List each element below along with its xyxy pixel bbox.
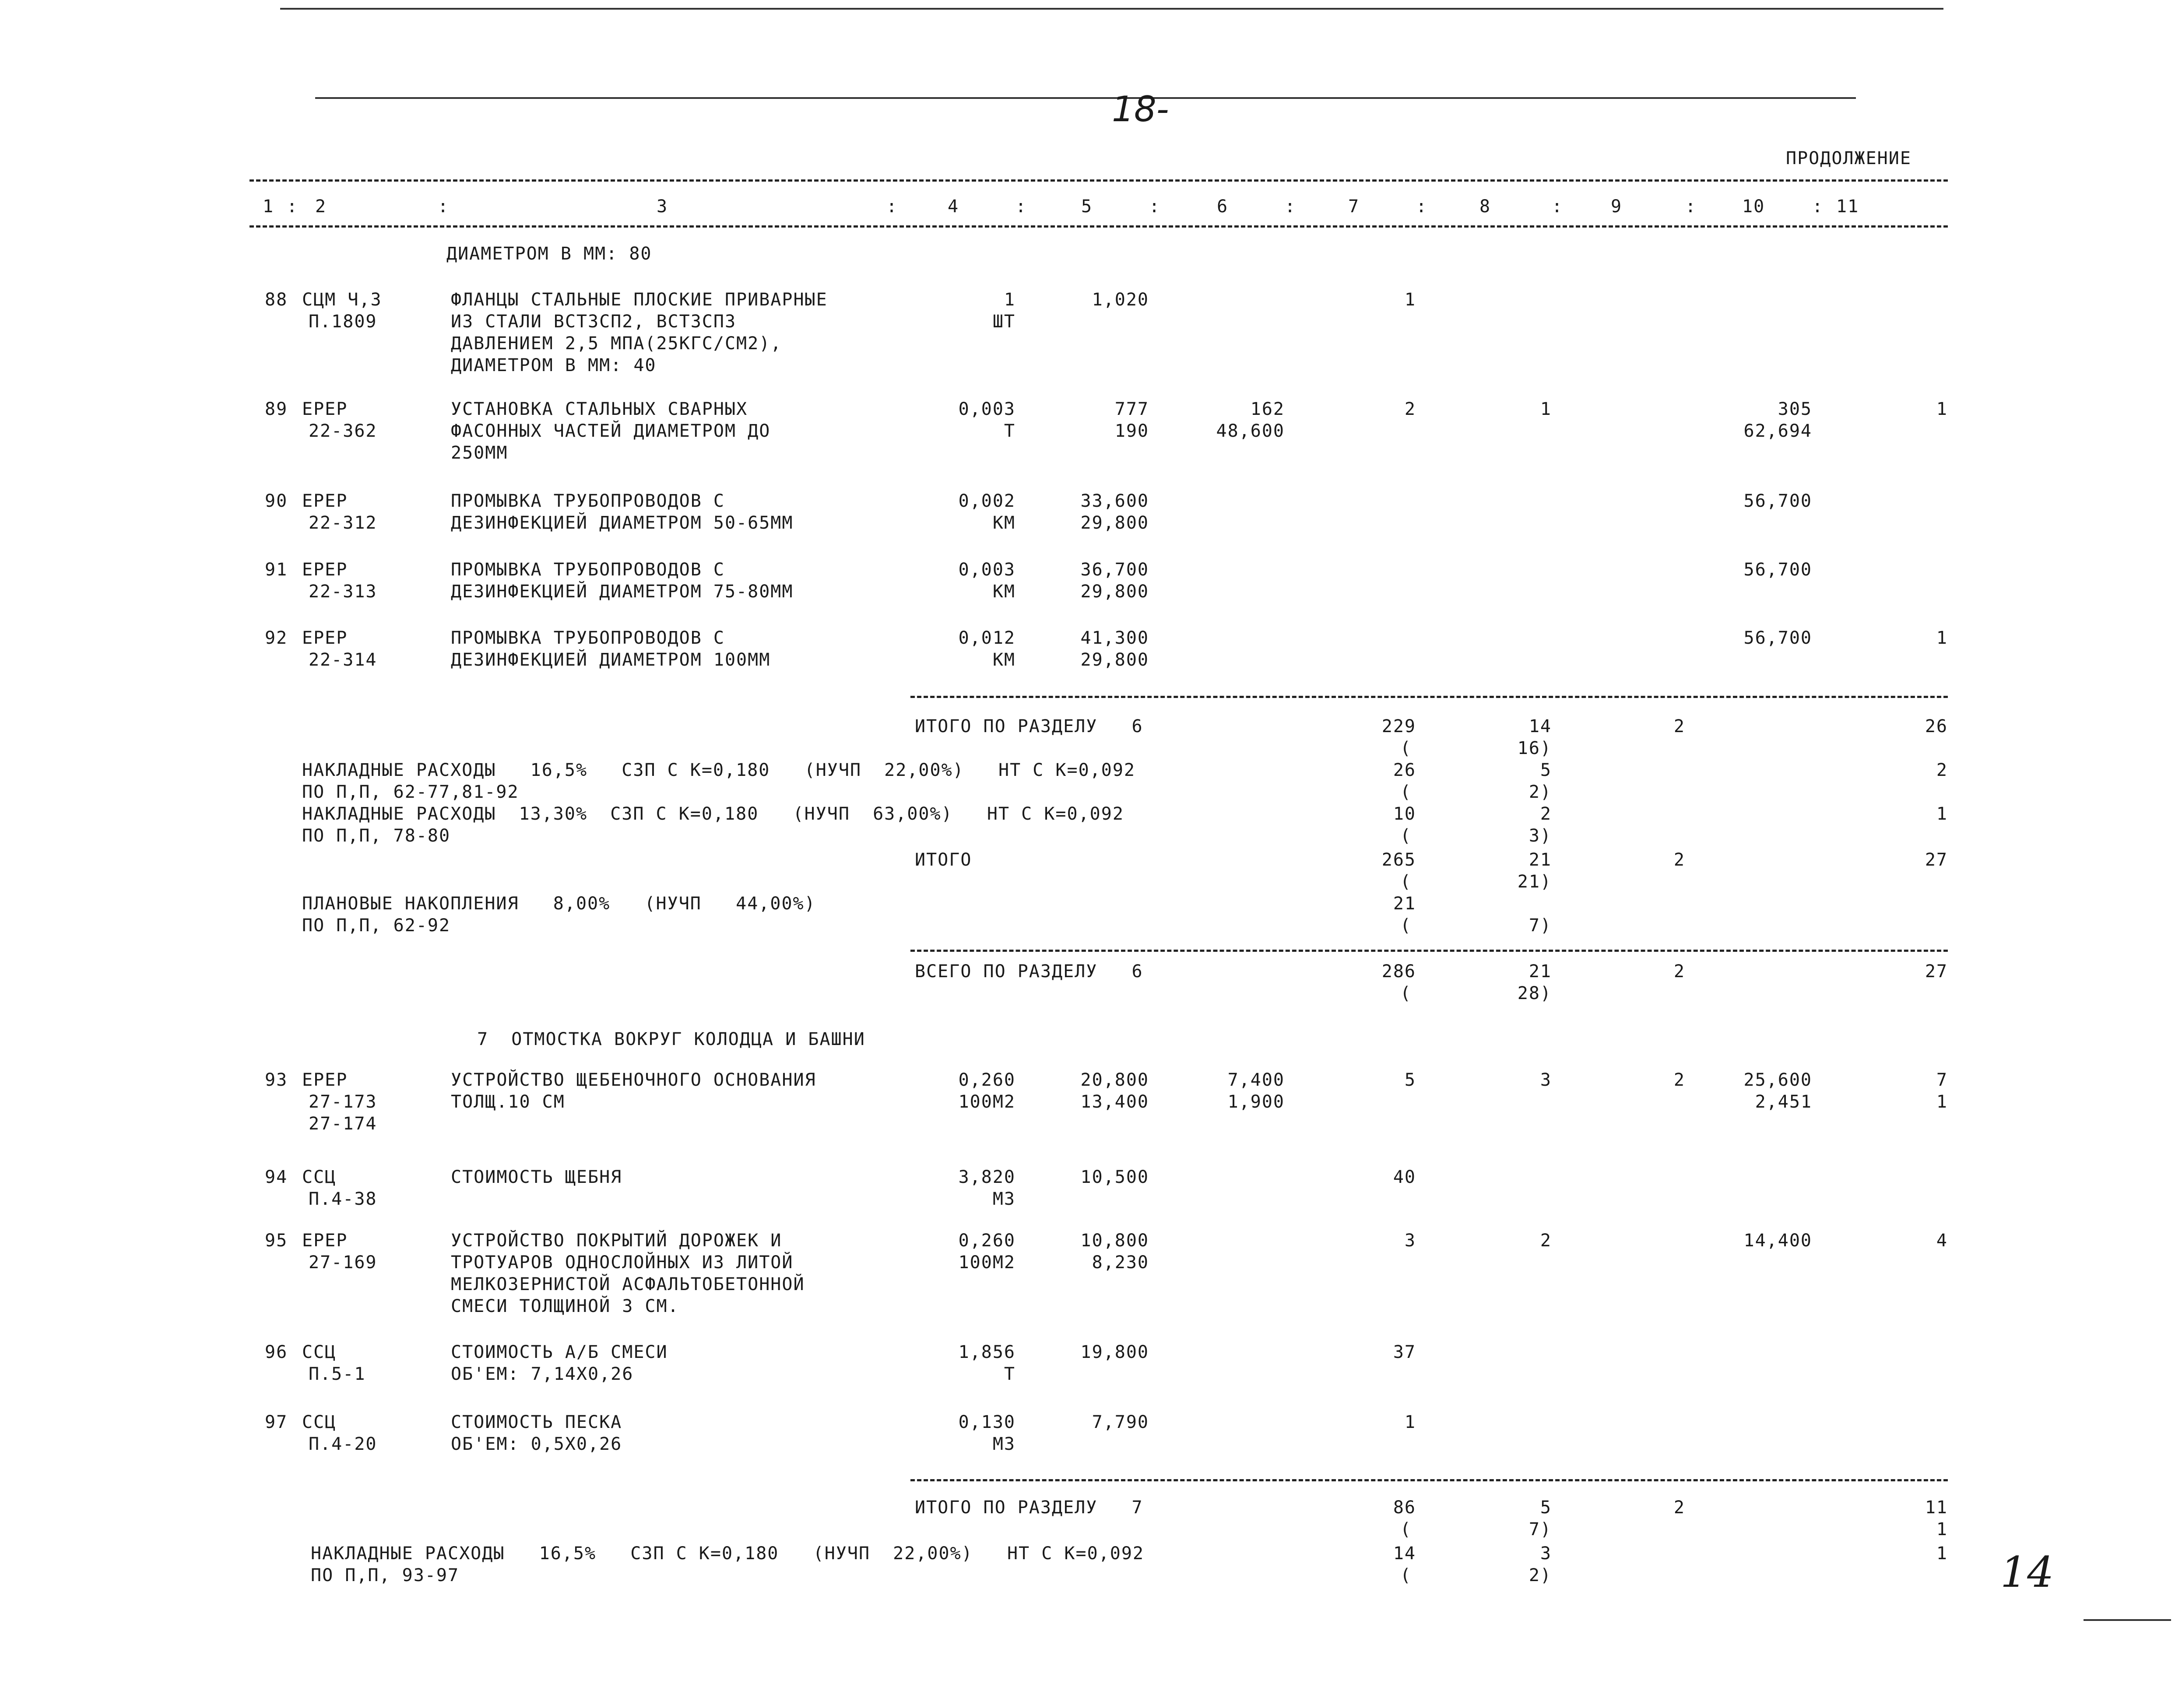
- section6-plan-c8-paren: 7): [1528, 915, 1552, 936]
- column-header-5: 5: [1081, 196, 1093, 217]
- item-c7-value: 3: [1404, 1231, 1416, 1251]
- column-header-11: 11: [1836, 196, 1859, 217]
- overhead-line: НАКЛАДНЫЕ РАСХОДЫ 16,5% СЗП С К=0,180 (НУЧП 22,00%) НТ С К=0,092: [311, 1543, 1144, 1564]
- item-description: УСТРОЙСТВО ЩЕБЕНОЧНОГО ОСНОВАНИЯ: [451, 1070, 816, 1090]
- item-code: 22-314: [309, 650, 377, 670]
- section6-vsego-c7-paren: (: [1400, 983, 1412, 1003]
- item-description: ТРОТУАРОВ ОДНОСЛОЙНЫХ ИЗ ЛИТОЙ: [451, 1252, 794, 1273]
- item-c10-value: 25,600: [1743, 1070, 1812, 1090]
- header-rule-top: [249, 179, 1948, 182]
- item-code: П.4-38: [309, 1189, 377, 1209]
- item-number: 91: [265, 560, 288, 580]
- item-number: 96: [265, 1342, 288, 1362]
- item-c7-value: 2: [1404, 399, 1416, 419]
- item-c11-value: 1: [1936, 628, 1948, 648]
- section7-itogo-c9: 2: [1673, 1498, 1685, 1518]
- item-description: ОБ'ЕМ: 0,5Х0,26: [451, 1434, 622, 1454]
- item-c5-value: 33,600: [1080, 491, 1149, 511]
- section6-overhead2-c8: 2: [1540, 804, 1552, 824]
- section7-overhead-c8-paren: 2): [1528, 1565, 1552, 1585]
- item-c10-value: 14,400: [1743, 1231, 1812, 1251]
- item-c10-value: 2,451: [1755, 1092, 1812, 1112]
- continuation-label: ПРОДОЛЖЕНИЕ: [1786, 148, 1911, 168]
- item-code: 27-174: [309, 1114, 377, 1134]
- item-number: 90: [265, 491, 288, 511]
- item-c9-value: 2: [1673, 1070, 1685, 1090]
- item-code: ЕРЕР: [302, 560, 348, 580]
- section6-itogo2-c7: 265: [1381, 850, 1416, 870]
- overhead-line: ПО П,П, 93-97: [311, 1565, 460, 1585]
- item-description: ФАСОННЫХ ЧАСТЕЙ ДИАМЕТРОМ ДО: [451, 421, 771, 441]
- item-code: 27-169: [309, 1252, 377, 1273]
- item-c4-value: М3: [992, 1434, 1015, 1454]
- section7-overhead-c8: 3: [1540, 1543, 1552, 1564]
- item-c11-value: 1: [1936, 399, 1948, 419]
- overhead-line: ПО П,П, 62-77,81-92: [302, 782, 519, 802]
- section6-overhead2-c7: 10: [1393, 804, 1416, 824]
- item-c8-value: 1: [1540, 399, 1552, 419]
- item-code: ССЦ: [302, 1412, 337, 1432]
- section-rule: [910, 1479, 1948, 1481]
- column-separator: :: [1552, 196, 1564, 217]
- item-code: 27-173: [309, 1092, 377, 1112]
- item-number: 89: [265, 399, 288, 419]
- item-code: П.5-1: [309, 1364, 366, 1384]
- item-description: ДАВЛЕНИЕМ 2,5 МПА(25КГС/СМ2),: [451, 333, 782, 354]
- item-c4-value: ШТ: [992, 312, 1015, 332]
- item-c4-value: КМ: [992, 513, 1015, 533]
- section7-itogo-c11: 11: [1925, 1498, 1948, 1518]
- item-c5-value: 10,800: [1080, 1231, 1149, 1251]
- item-c5-value: 36,700: [1080, 560, 1149, 580]
- section7-itogo-c8: 5: [1540, 1498, 1552, 1518]
- item-description: СМЕСИ ТОЛЩИНОЙ 3 СМ.: [451, 1296, 679, 1316]
- item-c4-value: 0,130: [958, 1412, 1015, 1432]
- column-separator: :: [1285, 196, 1297, 217]
- column-header-7: 7: [1348, 196, 1360, 217]
- bottom-right-rule: [2084, 1619, 2171, 1621]
- item-c4-value: 1,856: [958, 1342, 1015, 1362]
- section6-vsego-c11: 27: [1925, 961, 1948, 982]
- column-separator: :: [1416, 196, 1428, 217]
- item-c4-value: 0,260: [958, 1070, 1015, 1090]
- section6-overhead1-c8: 5: [1540, 760, 1552, 780]
- item-description: УСТАНОВКА СТАЛЬНЫХ СВАРНЫХ: [451, 399, 748, 419]
- item-description: ДЕЗИНФЕКЦИЕЙ ДИАМЕТРОМ 100ММ: [451, 650, 771, 670]
- item-description: СТОИМОСТЬ ЩЕБНЯ: [451, 1167, 622, 1187]
- item-c5-value: 29,800: [1080, 650, 1149, 670]
- item-c6-value: 7,400: [1227, 1070, 1285, 1090]
- column-header-3: 3: [657, 196, 668, 217]
- item-code: 22-312: [309, 513, 377, 533]
- section6-vsego-c8: 21: [1528, 961, 1552, 982]
- column-separator: :: [1149, 196, 1161, 217]
- section6-vsego-label: ВСЕГО ПО РАЗДЕЛУ 6: [915, 961, 1143, 982]
- item-description: СТОИМОСТЬ А/Б СМЕСИ: [451, 1342, 668, 1362]
- section6-itogo2-c8: 21: [1528, 850, 1552, 870]
- section7-itogo-c7-paren: (: [1400, 1519, 1412, 1540]
- item-c4-value: КМ: [992, 650, 1015, 670]
- section6-overhead1-c7: 26: [1393, 760, 1416, 780]
- plan-accumulation-line: ПЛАНОВЫЕ НАКОПЛЕНИЯ 8,00% (НУЧП 44,00%): [302, 894, 816, 914]
- item-c5-value: 19,800: [1080, 1342, 1149, 1362]
- item-description: 250ММ: [451, 443, 508, 463]
- item-code: П.4-20: [309, 1434, 377, 1454]
- item-c5-value: 13,400: [1080, 1092, 1149, 1112]
- handwritten-page-number: 14: [2000, 1548, 2054, 1597]
- item-c7-value: 37: [1393, 1342, 1416, 1362]
- item-c10-value: 305: [1778, 399, 1812, 419]
- item-description: ФЛАНЦЫ СТАЛЬНЫЕ ПЛОСКИЕ ПРИВАРНЫЕ: [451, 290, 828, 310]
- item-number: 94: [265, 1167, 288, 1187]
- item-number: 97: [265, 1412, 288, 1432]
- item-description: ТОЛЩ.10 СМ: [451, 1092, 565, 1112]
- item-c4-value: 100М2: [958, 1252, 1015, 1273]
- item-description: ПРОМЫВКА ТРУБОПРОВОДОВ С: [451, 628, 725, 648]
- item-code: 22-362: [309, 421, 377, 441]
- item-code: ССЦ: [302, 1167, 337, 1187]
- item-code: ЕРЕР: [302, 1231, 348, 1251]
- item-code: СЦМ Ч,3: [302, 290, 382, 310]
- item-c4-value: Т: [1004, 421, 1015, 441]
- column-header-9: 9: [1611, 196, 1623, 217]
- item-c5-value: 777: [1114, 399, 1149, 419]
- item-c5-value: 29,800: [1080, 513, 1149, 533]
- item-description: МЕЛКОЗЕРНИСТОЙ АСФАЛЬТОБЕТОННОЙ: [451, 1274, 805, 1294]
- item-c5-value: 1,020: [1092, 290, 1149, 310]
- section6-vsego-c7: 286: [1381, 961, 1416, 982]
- item-c4-value: 0,003: [958, 399, 1015, 419]
- column-separator: :: [1015, 196, 1027, 217]
- item-code: ССЦ: [302, 1342, 337, 1362]
- column-header-4: 4: [948, 196, 959, 217]
- item-number: 92: [265, 628, 288, 648]
- section-rule: [910, 696, 1948, 698]
- item-c7-value: 40: [1393, 1167, 1416, 1187]
- item-c6-value: 48,600: [1216, 421, 1285, 441]
- column-header-8: 8: [1479, 196, 1491, 217]
- top-rule-2: [315, 97, 1856, 99]
- section7-overhead-c11: 1: [1936, 1543, 1948, 1564]
- item-code: ЕРЕР: [302, 491, 348, 511]
- section7-itogo-c11-second: 1: [1936, 1519, 1948, 1540]
- section6-itogo2-label: ИТОГО: [915, 850, 972, 870]
- item-c4-value: 3,820: [958, 1167, 1015, 1187]
- item-code: ЕРЕР: [302, 628, 348, 648]
- item-code: ЕРЕР: [302, 399, 348, 419]
- item-description: ОБ'ЕМ: 7,14Х0,26: [451, 1364, 634, 1384]
- item-c4-value: КМ: [992, 582, 1015, 602]
- item-c4-value: 0,260: [958, 1231, 1015, 1251]
- column-separator: :: [1685, 196, 1697, 217]
- column-header-10: 10: [1742, 196, 1765, 217]
- section6-itogo2-c8-paren: 21): [1517, 872, 1552, 892]
- item-description-fragment: ДИАМЕТРОМ В ММ: 80: [446, 244, 652, 264]
- section6-overhead2-c11: 1: [1936, 804, 1948, 824]
- item-c4-value: М3: [992, 1189, 1015, 1209]
- item-c10-value: 56,700: [1743, 491, 1812, 511]
- item-c4-value: 1: [1004, 290, 1015, 310]
- column-header-2: 2: [315, 196, 327, 217]
- section7-overhead-c7-paren: (: [1400, 1565, 1412, 1585]
- section-rule: [910, 950, 1948, 952]
- item-code: П.1809: [309, 312, 377, 332]
- section7-itogo-c8-paren: 7): [1528, 1519, 1552, 1540]
- section6-plan-c7: 21: [1393, 894, 1416, 914]
- item-number: 95: [265, 1231, 288, 1251]
- item-c4-value: 0,012: [958, 628, 1015, 648]
- item-description: ДЕЗИНФЕКЦИЕЙ ДИАМЕТРОМ 50-65ММ: [451, 513, 794, 533]
- top-scan-rule: [280, 8, 1943, 10]
- section6-itogo-c8-paren: 16): [1517, 738, 1552, 758]
- section6-itogo-c11: 26: [1925, 716, 1948, 737]
- item-number: 88: [265, 290, 288, 310]
- section6-plan-c7-paren: (: [1400, 915, 1412, 936]
- column-header-6: 6: [1217, 196, 1229, 217]
- column-separator: :: [886, 196, 898, 217]
- item-number: 93: [265, 1070, 288, 1090]
- item-c6-value: 1,900: [1227, 1092, 1285, 1112]
- item-c8-value: 2: [1540, 1231, 1552, 1251]
- section6-overhead1-c8-paren: 2): [1528, 782, 1552, 802]
- item-c7-value: 1: [1404, 290, 1416, 310]
- item-c5-value: 29,800: [1080, 582, 1149, 602]
- item-c4-value: 0,003: [958, 560, 1015, 580]
- item-c11-value: 1: [1936, 1092, 1948, 1112]
- item-c5-value: 20,800: [1080, 1070, 1149, 1090]
- item-c10-value: 56,700: [1743, 560, 1812, 580]
- item-c4-value: 100М2: [958, 1092, 1015, 1112]
- item-c7-value: 5: [1404, 1070, 1416, 1090]
- item-c11-value: 4: [1936, 1231, 1948, 1251]
- page-number-mark: 18-: [1112, 89, 1169, 130]
- item-c7-value: 1: [1404, 1412, 1416, 1432]
- section6-vsego-c9: 2: [1673, 961, 1685, 982]
- item-description: УСТРОЙСТВО ПОКРЫТИЙ ДОРОЖЕК И: [451, 1231, 782, 1251]
- section6-itogo2-c9: 2: [1673, 850, 1685, 870]
- section7-overhead-c7: 14: [1393, 1543, 1416, 1564]
- item-c10-value: 56,700: [1743, 628, 1812, 648]
- item-description: СТОИМОСТЬ ПЕСКА: [451, 1412, 622, 1432]
- item-c5-value: 8,230: [1092, 1252, 1149, 1273]
- overhead-line: НАКЛАДНЫЕ РАСХОДЫ 13,30% СЗП С К=0,180 (НУЧП 63,00%) НТ С К=0,092: [302, 804, 1124, 824]
- section6-itogo-label: ИТОГО ПО РАЗДЕЛУ 6: [915, 716, 1143, 737]
- section7-itogo-c7: 86: [1393, 1498, 1416, 1518]
- section6-overhead2-c8-paren: 3): [1528, 826, 1552, 846]
- item-c4-value: 0,002: [958, 491, 1015, 511]
- item-c5-value: 7,790: [1092, 1412, 1149, 1432]
- section6-vsego-c8-paren: 28): [1517, 983, 1552, 1003]
- item-code: ЕРЕР: [302, 1070, 348, 1090]
- item-description: ДИАМЕТРОМ В ММ: 40: [451, 355, 657, 375]
- item-c5-value: 41,300: [1080, 628, 1149, 648]
- item-c5-value: 190: [1114, 421, 1149, 441]
- overhead-line: НАКЛАДНЫЕ РАСХОДЫ 16,5% СЗП С К=0,180 (НУЧП 22,00%) НТ С К=0,092: [302, 760, 1135, 780]
- item-c5-value: 10,500: [1080, 1167, 1149, 1187]
- item-code: 22-313: [309, 582, 377, 602]
- section6-itogo-c8: 14: [1528, 716, 1552, 737]
- item-c4-value: Т: [1004, 1364, 1015, 1384]
- item-c8-value: 3: [1540, 1070, 1552, 1090]
- item-description: ПРОМЫВКА ТРУБОПРОВОДОВ С: [451, 491, 725, 511]
- section6-itogo-c9: 2: [1673, 716, 1685, 737]
- item-c10-value: 62,694: [1743, 421, 1812, 441]
- section6-overhead2-c7-paren: (: [1400, 826, 1412, 846]
- item-c11-value: 7: [1936, 1070, 1948, 1090]
- overhead-line: ПО П,П, 78-80: [302, 826, 451, 846]
- column-header-1: 1: [263, 196, 274, 217]
- item-description: ИЗ СТАЛИ ВСТ3СП2, ВСТ3СП3: [451, 312, 737, 332]
- item-description: ПРОМЫВКА ТРУБОПРОВОДОВ С: [451, 560, 725, 580]
- section6-itogo2-c11: 27: [1925, 850, 1948, 870]
- section7-title: 7 ОТМОСТКА ВОКРУГ КОЛОДЦА И БАШНИ: [477, 1029, 865, 1049]
- plan-accumulation-line: ПО П,П, 62-92: [302, 915, 451, 936]
- section6-itogo-c7-paren: (: [1400, 738, 1412, 758]
- section6-itogo-c7: 229: [1381, 716, 1416, 737]
- column-separator: :: [438, 196, 450, 217]
- section7-itogo-label: ИТОГО ПО РАЗДЕЛУ 7: [915, 1498, 1143, 1518]
- header-rule-bottom: [249, 225, 1948, 228]
- section6-overhead1-c7-paren: (: [1400, 782, 1412, 802]
- item-c6-value: 162: [1250, 399, 1285, 419]
- column-separator: :: [1812, 196, 1824, 217]
- section6-overhead1-c11: 2: [1936, 760, 1948, 780]
- item-description: ДЕЗИНФЕКЦИЕЙ ДИАМЕТРОМ 75-80ММ: [451, 582, 794, 602]
- section6-itogo2-c7-paren: (: [1400, 872, 1412, 892]
- column-separator: :: [287, 196, 299, 217]
